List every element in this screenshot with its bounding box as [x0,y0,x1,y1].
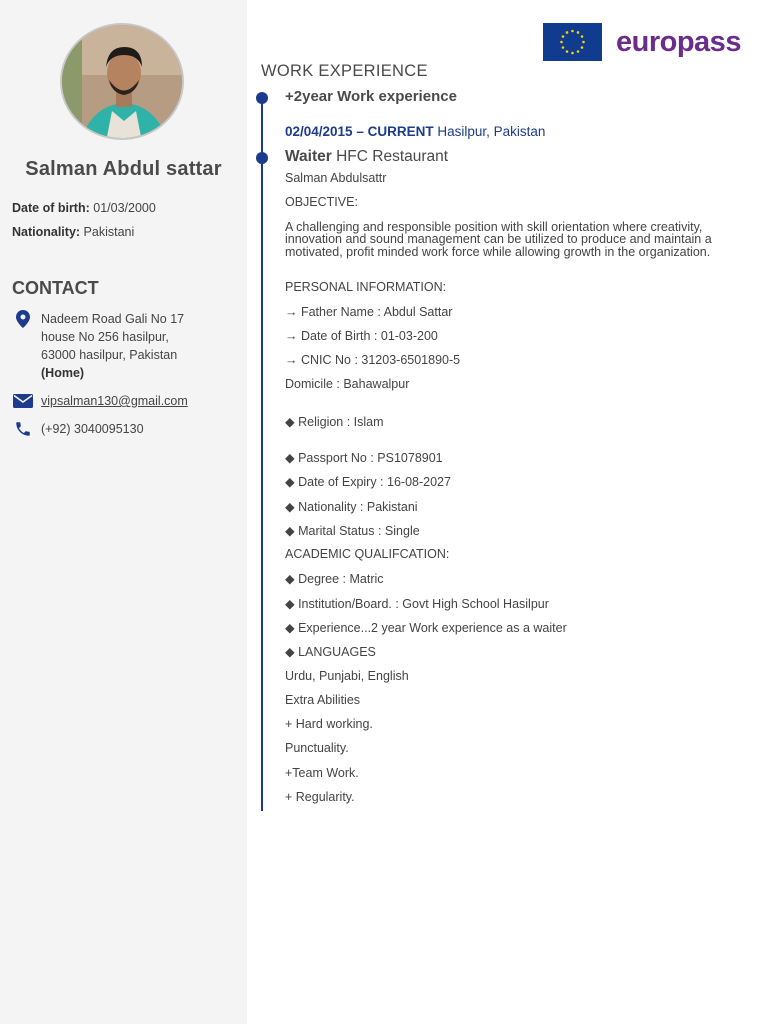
cv-line: Urdu, Punjabi, English [285,669,409,683]
cv-line: ACADEMIC QUALIFCATION: [285,547,450,561]
phone-icon [12,420,34,438]
cv-line: ◆ Nationality : Pakistani [285,500,418,514]
cv-line: PERSONAL INFORMATION: [285,280,447,294]
profile-photo [60,23,184,140]
cv-line: → Date of Birth : 01-03-200 [285,329,438,343]
date-of-birth [12,201,156,215]
cv-line: → CNIC No : 31203-6501890-5 [285,353,461,367]
cv-line: Extra Abilities [285,693,361,707]
eu-star [562,46,565,49]
cv-line: ◆ Experience...2 year Work experience as a waiter [285,621,567,635]
europass-logo [543,23,741,61]
nationality-label: Nationality: [12,225,81,239]
address-line-2: house No 256 hasilpur, [41,330,169,344]
phone-number[interactable]: (+92) 3040095130 [41,422,144,436]
eu-star [560,41,563,44]
timeline-bar [261,95,263,811]
dob-value: 01/03/2000 [93,201,156,215]
eu-star [581,46,584,49]
experience-location: Hasilpur, Pakistan [437,124,546,139]
eu-star [581,35,584,38]
europass-wordmark: europass [616,26,741,58]
eu-star [566,31,569,34]
cv-line: → Father Name : Abdul Sattar [285,305,453,319]
sidebar [0,0,247,1024]
cv-line: Punctuality. [285,741,349,755]
contact-address [12,310,242,382]
eu-star [571,30,574,33]
timeline-dot-2 [256,152,268,164]
address-line-1: Nadeem Road Gali No 17 [41,312,185,326]
eu-star [571,52,574,55]
cv-line: ◆ Date of Expiry : 16-08-2027 [285,475,451,489]
nationality-value: Pakistani [83,225,135,239]
address-line-3: 63000 hasilpur, Pakistan [41,348,178,362]
email-link[interactable]: vipsalman130@gmail.com [41,394,188,408]
experience-date-location [285,124,545,139]
cv-line: ◆ LANGUAGES [285,645,376,659]
profile-photo-illustration [62,25,184,140]
eu-star [582,41,585,44]
timeline-dot-1 [256,92,268,104]
objective-paragraph: A challenging and responsible position with skill orientation where creativity, innovation and sound management can be utilized to produce and maintain a motivated, profit minded work force while allowing growth in the organization. [285,220,712,259]
cv-line: ◆ Marital Status : Single [285,524,420,538]
experience-date-range: 02/04/2015 – CURRENT [285,124,434,139]
contact-email [12,392,242,410]
profile-name: Salman Abdul sattar [25,158,222,180]
job-title [285,148,448,166]
location-pin-icon [12,310,34,328]
section-title-work-experience: WORK EXPERIENCE [261,62,428,80]
cv-line: + Regularity. [285,790,355,804]
dob-label: Date of birth: [12,201,90,215]
cv-line: OBJECTIVE: [285,195,358,209]
eu-star [577,50,580,53]
job-role: Waiter [285,148,332,165]
cv-line: ◆ Institution/Board. : Govt High School Hasilpur [285,597,549,611]
cv-line: Salman Abdulsattr [285,171,387,185]
job-employer: HFC Restaurant [336,148,449,165]
eu-star [562,35,565,38]
contact-phone [12,420,242,438]
cv-line: ◆ Passport No : PS1078901 [285,451,443,465]
cv-line: ◆ Degree : Matric [285,572,384,586]
eu-flag-icon [543,23,602,61]
cv-line: +Team Work. [285,766,359,780]
cv-line: + Hard working. [285,717,373,731]
cv-line: ◆ Religion : Islam [285,415,384,429]
experience-headline: +2year Work experience [285,88,457,105]
nationality [12,225,134,239]
address-type: (Home) [41,366,85,380]
eu-star [566,50,569,53]
cv-line: Domicile : Bahawalpur [285,377,410,391]
eu-star [577,31,580,34]
contact-title: CONTACT [12,278,99,298]
envelope-icon [12,392,34,410]
